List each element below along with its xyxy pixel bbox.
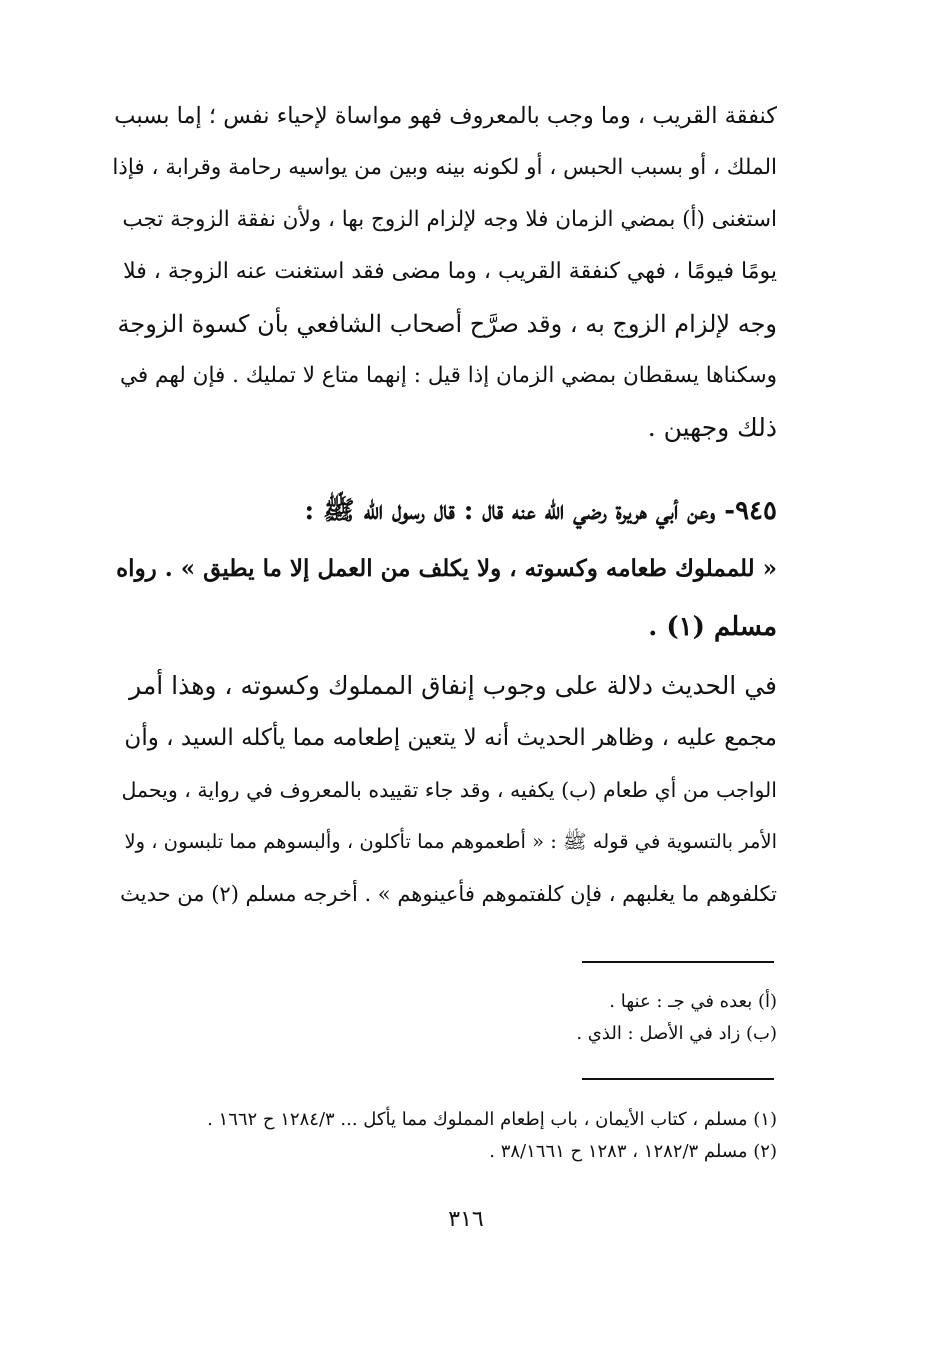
source-footnotes xyxy=(112,1104,777,1168)
footnote: (٢) مسلم ١٢٨٢/٣ ، ١٢٨٣ ح ٣٨/١٦٦١ . xyxy=(489,1141,777,1162)
hadith-line: مسلم (١) . xyxy=(648,612,777,642)
commentary-paragraph-2 xyxy=(112,660,777,920)
text-line: كنفقة القريب ، وما وجب بالمعروف فهو مواساة لإحياء نفس ؛ إما بسبب xyxy=(114,103,777,129)
text-line: يومًا فيومًا ، فهي كنفقة القريب ، وما مضى فقد استغنت عنه الزوجة ، فلا xyxy=(123,259,777,284)
text-line: في الحديث دلالة على وجوب إنفاق المملوك وكسوته ، وهذا أمر xyxy=(129,671,777,700)
text-line: استغنى (أ) بمضي الزمان فلا وجه لإلزام الزوج بها ، ولأن نفقة الزوجة تجب xyxy=(122,207,777,232)
footnote-divider xyxy=(582,1078,774,1080)
footnote: (أ) بعده في جـ : عنها . xyxy=(609,991,777,1012)
hadith-line: « للمملوك طعامه وكسوته ، ولا يكلف من العمل إلا ما يطيق » . رواه xyxy=(116,555,777,582)
text-line: وجه لإلزام الزوج به ، وقد صرَّح أصحاب الشافعي بأن كسوة الزوجة xyxy=(117,310,777,338)
text-line: ذلك وجهين . xyxy=(647,413,777,442)
text-line: تكلفوهم ما يغلبهم ، فإن كلفتموهم فأعينوهم » . أخرجه مسلم (٢) من حديث xyxy=(120,882,777,906)
footnote: (ب) زاد في الأصل : الذي . xyxy=(576,1023,777,1044)
text-line: الملك ، أو بسبب الحبس ، أو لكونه بينه وبين من يواسيه رحامة وقرابة ، فإذا xyxy=(112,155,777,180)
footnote: (١) مسلم ، كتاب الأيمان ، باب إطعام المملوك مما يأكل ... ١٢٨٤/٣ ح ١٦٦٢ . xyxy=(207,1109,777,1130)
commentary-paragraph-1 xyxy=(112,90,777,454)
footnote-divider xyxy=(582,961,774,963)
text-line: وسكناها يسقطان بمضي الزمان إذا قيل : إنهما متاع لا تمليك . فإن لهم في xyxy=(120,363,777,388)
hadith-line: ٩٤٥- وعن أبي هريرة رضي الله عنه قال : قال رسول الله ﷺ : xyxy=(304,496,777,526)
text-line: الواجب من أي طعام (ب) يكفيه ، وقد جاء تقييده بالمعروف في رواية ، ويحمل xyxy=(121,778,777,802)
page-number: ٣١٦ xyxy=(448,1207,484,1232)
text-line: الأمر بالتسوية في قوله ﷺ : « أطعموهم مما تأكلون ، وألبسوهم مما تلبسون ، ولا xyxy=(124,830,777,853)
hadith-text xyxy=(112,482,777,656)
text-line: مجمع عليه ، وظاهر الحديث أنه لا يتعين إطعامه مما يأكله السيد ، وأن xyxy=(124,725,777,751)
variant-footnotes xyxy=(112,986,777,1050)
